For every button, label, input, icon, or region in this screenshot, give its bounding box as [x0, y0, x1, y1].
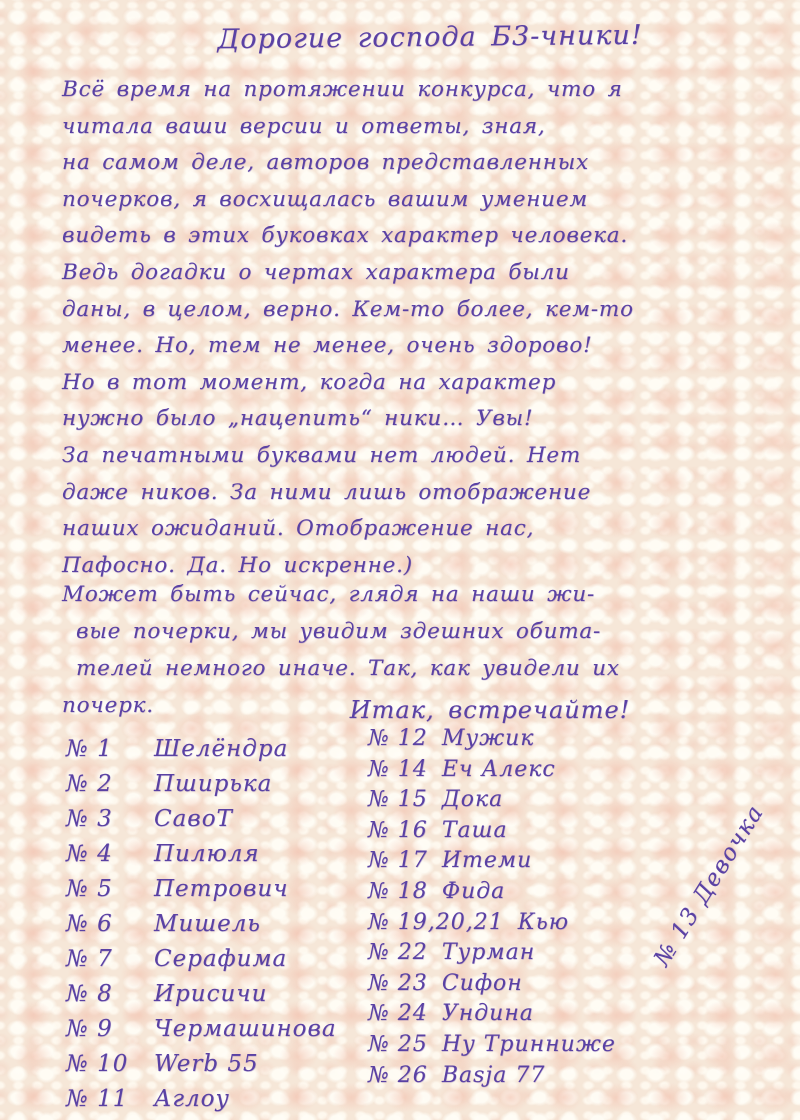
nick-name: Кью	[517, 909, 570, 935]
text-line: телей немного иначе. Так, как увидели их	[76, 656, 620, 681]
text-line: даны, в целом, верно. Кем-то более, кем-то	[62, 296, 634, 322]
nick-number: № 10	[66, 1051, 129, 1077]
text-line: Но в тот момент, когда на характер	[62, 369, 557, 395]
nick-number: № 17	[368, 848, 428, 874]
nick-name: СавоТ	[154, 806, 233, 832]
text-line: почерк.	[62, 693, 154, 718]
nick-list-right	[368, 724, 616, 1091]
list-item	[66, 1082, 337, 1117]
list-item	[66, 907, 337, 942]
text-line: наших ожиданий. Отображение нас,	[62, 516, 535, 542]
nick-number: № 14	[368, 756, 428, 782]
list-item	[368, 999, 616, 1030]
nick-number: № 8	[66, 981, 113, 1007]
list-item	[368, 877, 616, 908]
list-item	[66, 732, 337, 767]
text-line: Всё время на протяжении конкурса, что я	[62, 77, 623, 102]
text-line: За печатными буквами нет людей. Нет	[62, 442, 582, 468]
nick-number: № 18	[368, 878, 428, 904]
nick-name: Фида	[441, 878, 506, 904]
text-line: Ведь догадки о чертах характера были	[62, 259, 570, 285]
list-item	[368, 1030, 616, 1061]
nick-name: Серафима	[154, 946, 288, 972]
nick-name: Werb 55	[154, 1051, 259, 1077]
list-item	[66, 942, 337, 977]
diagonal-note: № 13 Девочка	[649, 800, 770, 971]
nick-name: Аглоу	[154, 1086, 230, 1112]
nick-name: Ундина	[441, 1001, 534, 1027]
nick-number: № 16	[368, 817, 428, 843]
nick-name: Пилюля	[154, 841, 260, 867]
list-item	[368, 969, 616, 1000]
list-item	[368, 755, 616, 786]
nick-number: № 5	[66, 876, 113, 902]
text-line: Может быть сейчас, глядя на наши жи-	[62, 582, 596, 607]
list-item	[368, 908, 616, 939]
nick-list-left	[66, 732, 337, 1117]
text-line: нужно было „нацепить“ ники… Увы!	[62, 406, 534, 432]
nick-number: № 11	[66, 1086, 129, 1112]
list-item	[66, 1047, 337, 1082]
text-line: даже ников. За ними лишь отображение	[62, 479, 592, 505]
nick-number: № 25	[368, 1031, 428, 1057]
text-line: читала ваши версии и ответы, зная,	[62, 113, 546, 139]
nick-name: Шелёндра	[154, 736, 289, 762]
list-item	[368, 1061, 616, 1092]
text-line: видеть в этих буковках характер человека.	[62, 223, 629, 249]
list-item	[368, 846, 616, 877]
list-item	[66, 767, 337, 802]
text-line: почерков, я восхищалась вашим умением	[62, 186, 588, 212]
nick-number: № 9	[66, 1016, 113, 1042]
nick-name: Чермашинова	[154, 1016, 337, 1042]
nick-name: Basja 77	[441, 1062, 546, 1088]
nick-name: Ирисичи	[154, 981, 268, 1007]
list-item	[66, 1012, 337, 1047]
text-line: на самом деле, авторов представленных	[62, 150, 589, 176]
nick-name: Ну Тринниже	[441, 1031, 616, 1057]
nick-number: № 4	[66, 841, 113, 867]
nick-number: № 1	[66, 736, 113, 762]
list-item	[66, 802, 337, 837]
list-item	[368, 785, 616, 816]
text-line: Пафосно. Да. Но искренне.)	[62, 552, 413, 578]
list-item	[66, 837, 337, 872]
list-item	[66, 977, 337, 1012]
nick-number: № 12	[368, 726, 428, 751]
nick-name: Пширька	[154, 771, 273, 797]
nick-number: № 24	[368, 1001, 428, 1027]
nick-number: № 19,20,21	[368, 909, 504, 935]
text-line: менее. Но, тем не менее, очень здорово!	[62, 333, 593, 359]
list-intro: Итак, встречайте!	[349, 696, 631, 724]
list-item	[66, 872, 337, 907]
nick-name: Петрович	[154, 876, 289, 902]
nick-number: № 2	[66, 771, 113, 797]
nick-number: № 15	[368, 787, 428, 813]
paragraph-1	[62, 72, 782, 584]
nick-number: № 7	[66, 946, 113, 972]
nick-name: Сифон	[441, 970, 523, 996]
nick-number: № 3	[66, 806, 113, 832]
nick-number: № 6	[66, 911, 113, 937]
letter-heading: Дорогие господа Б3-чники!	[217, 19, 643, 56]
nick-name: Турман	[441, 940, 536, 966]
nick-name: Мужик	[441, 726, 535, 751]
nick-number: № 26	[368, 1062, 428, 1088]
nick-name: Таша	[441, 817, 508, 843]
nick-name: Еч Алекс	[441, 756, 556, 782]
nick-number: № 22	[368, 940, 428, 966]
nick-name: Мишель	[154, 911, 261, 937]
list-item	[368, 724, 616, 755]
nick-name: Дока	[441, 787, 504, 813]
nick-number: № 23	[368, 970, 428, 996]
list-item	[368, 816, 616, 847]
nick-name: Итеми	[441, 848, 533, 874]
list-item	[368, 938, 616, 969]
text-line: вые почерки, мы увидим здешних обита-	[76, 619, 602, 644]
